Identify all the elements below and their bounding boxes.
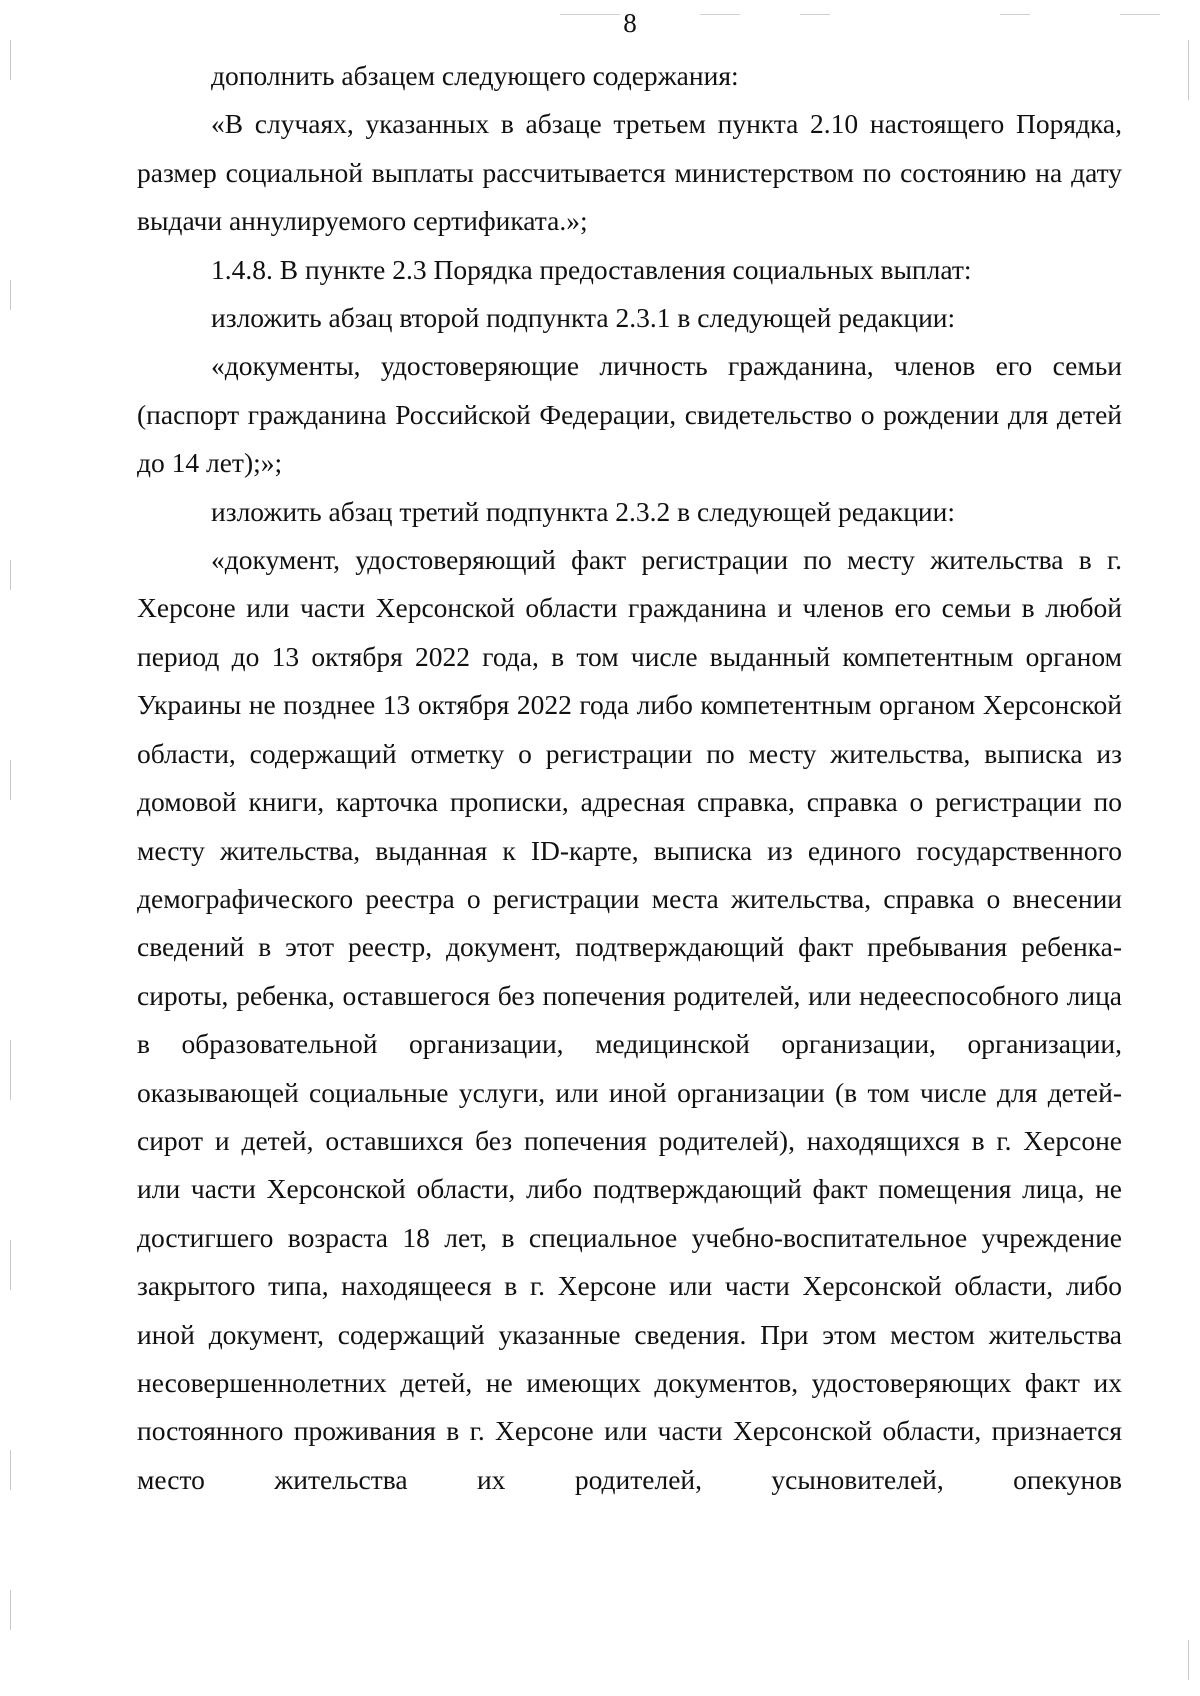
paragraph-item-1-4-8: 1.4.8. В пункте 2.3 Порядка предоставления социальных выплат: [211, 253, 972, 285]
margin-mark [10, 1040, 11, 1100]
page-number: 8 [623, 8, 637, 38]
margin-mark [10, 280, 11, 310]
paragraph-intro: дополнить абзацем следующего содержания: [211, 60, 739, 91]
scan-artifact-line [1000, 14, 1030, 15]
margin-mark [10, 560, 11, 590]
margin-mark [10, 1590, 11, 1630]
margin-mark [1188, 40, 1189, 100]
paragraph-quote-social-payment: «В случаях, указанных в абзаце третьем пункта 2.10 настоящего Порядка, размер социальной выплаты рассчитывается министерством по состоянию на дату выдачи аннулируемого сертификата.»; [137, 108, 1122, 237]
margin-mark [10, 1240, 11, 1290]
scan-artifact-line [1120, 14, 1160, 15]
document-body [137, 52, 1122, 1504]
margin-mark [10, 760, 11, 800]
margin-mark [10, 1450, 11, 1490]
scan-artifact-line [700, 14, 740, 15]
paragraph-amend-2-3-2: изложить абзац третий подпункта 2.3.2 в следующей редакции: [211, 495, 956, 527]
margin-mark [10, 40, 11, 80]
paragraph-quote-registration-document: «документ, удостоверяющий факт регистрации по месту жительства в г. Херсоне или части Херсонской области гражданина и членов его семьи в любой период до 13 октября 2022 года, в том числе выданный компетентным органом Украины не позднее 13 октября 2022 года либо компетентным органом Херсонской области, содержащий отметку о регистрации по месту жительства, выписка из домовой книги, карточка прописки, адресная справка, справка о регистрации по месту жительства, выданная к ID-карте, выписка из единого государственного демографического реестра о регистрации места жительства, справка о внесении сведений в этот реестр, документ, подтверждающий факт пребывания ребенка-сироты, ребенка, оставшегося без попечения родителей, или недееспособного лица в образовательной организации, медицинской организации, организации, оказывающей социальные услуги, или иной организации (в том числе для детей-сирот и детей, оставшихся без попечения родителей), находящихся в г. Херсоне или части Херсонской области, либо подтверждающий факт помещения лица, не достигшего возраста 18 лет, в специальное учебно-воспитательное учреждение закрытого типа, находящееся в г. Херсоне или части Херсонской области, либо иной документ, содержащий указанные сведения. При этом местом жительства несовершеннолетних детей, не имеющих документов, удостоверяющих факт их постоянного проживания в г. Херсоне или части Херсонской области, признается место жительства их родителей, усыновителей, опекунов [137, 544, 1122, 1495]
scan-artifact-line [560, 14, 620, 15]
margin-mark [1188, 1640, 1189, 1680]
paragraph-amend-2-3-1: изложить абзац второй подпункта 2.3.1 в следующей редакции: [211, 302, 956, 334]
paragraph-quote-identity-documents: «документы, удостоверяющие личность гражданина, членов его семьи (паспорт гражданина Российской Федерации, свидетельство о рождении для детей до 14 лет);»; [137, 350, 1122, 479]
scan-artifact-line [800, 14, 830, 15]
